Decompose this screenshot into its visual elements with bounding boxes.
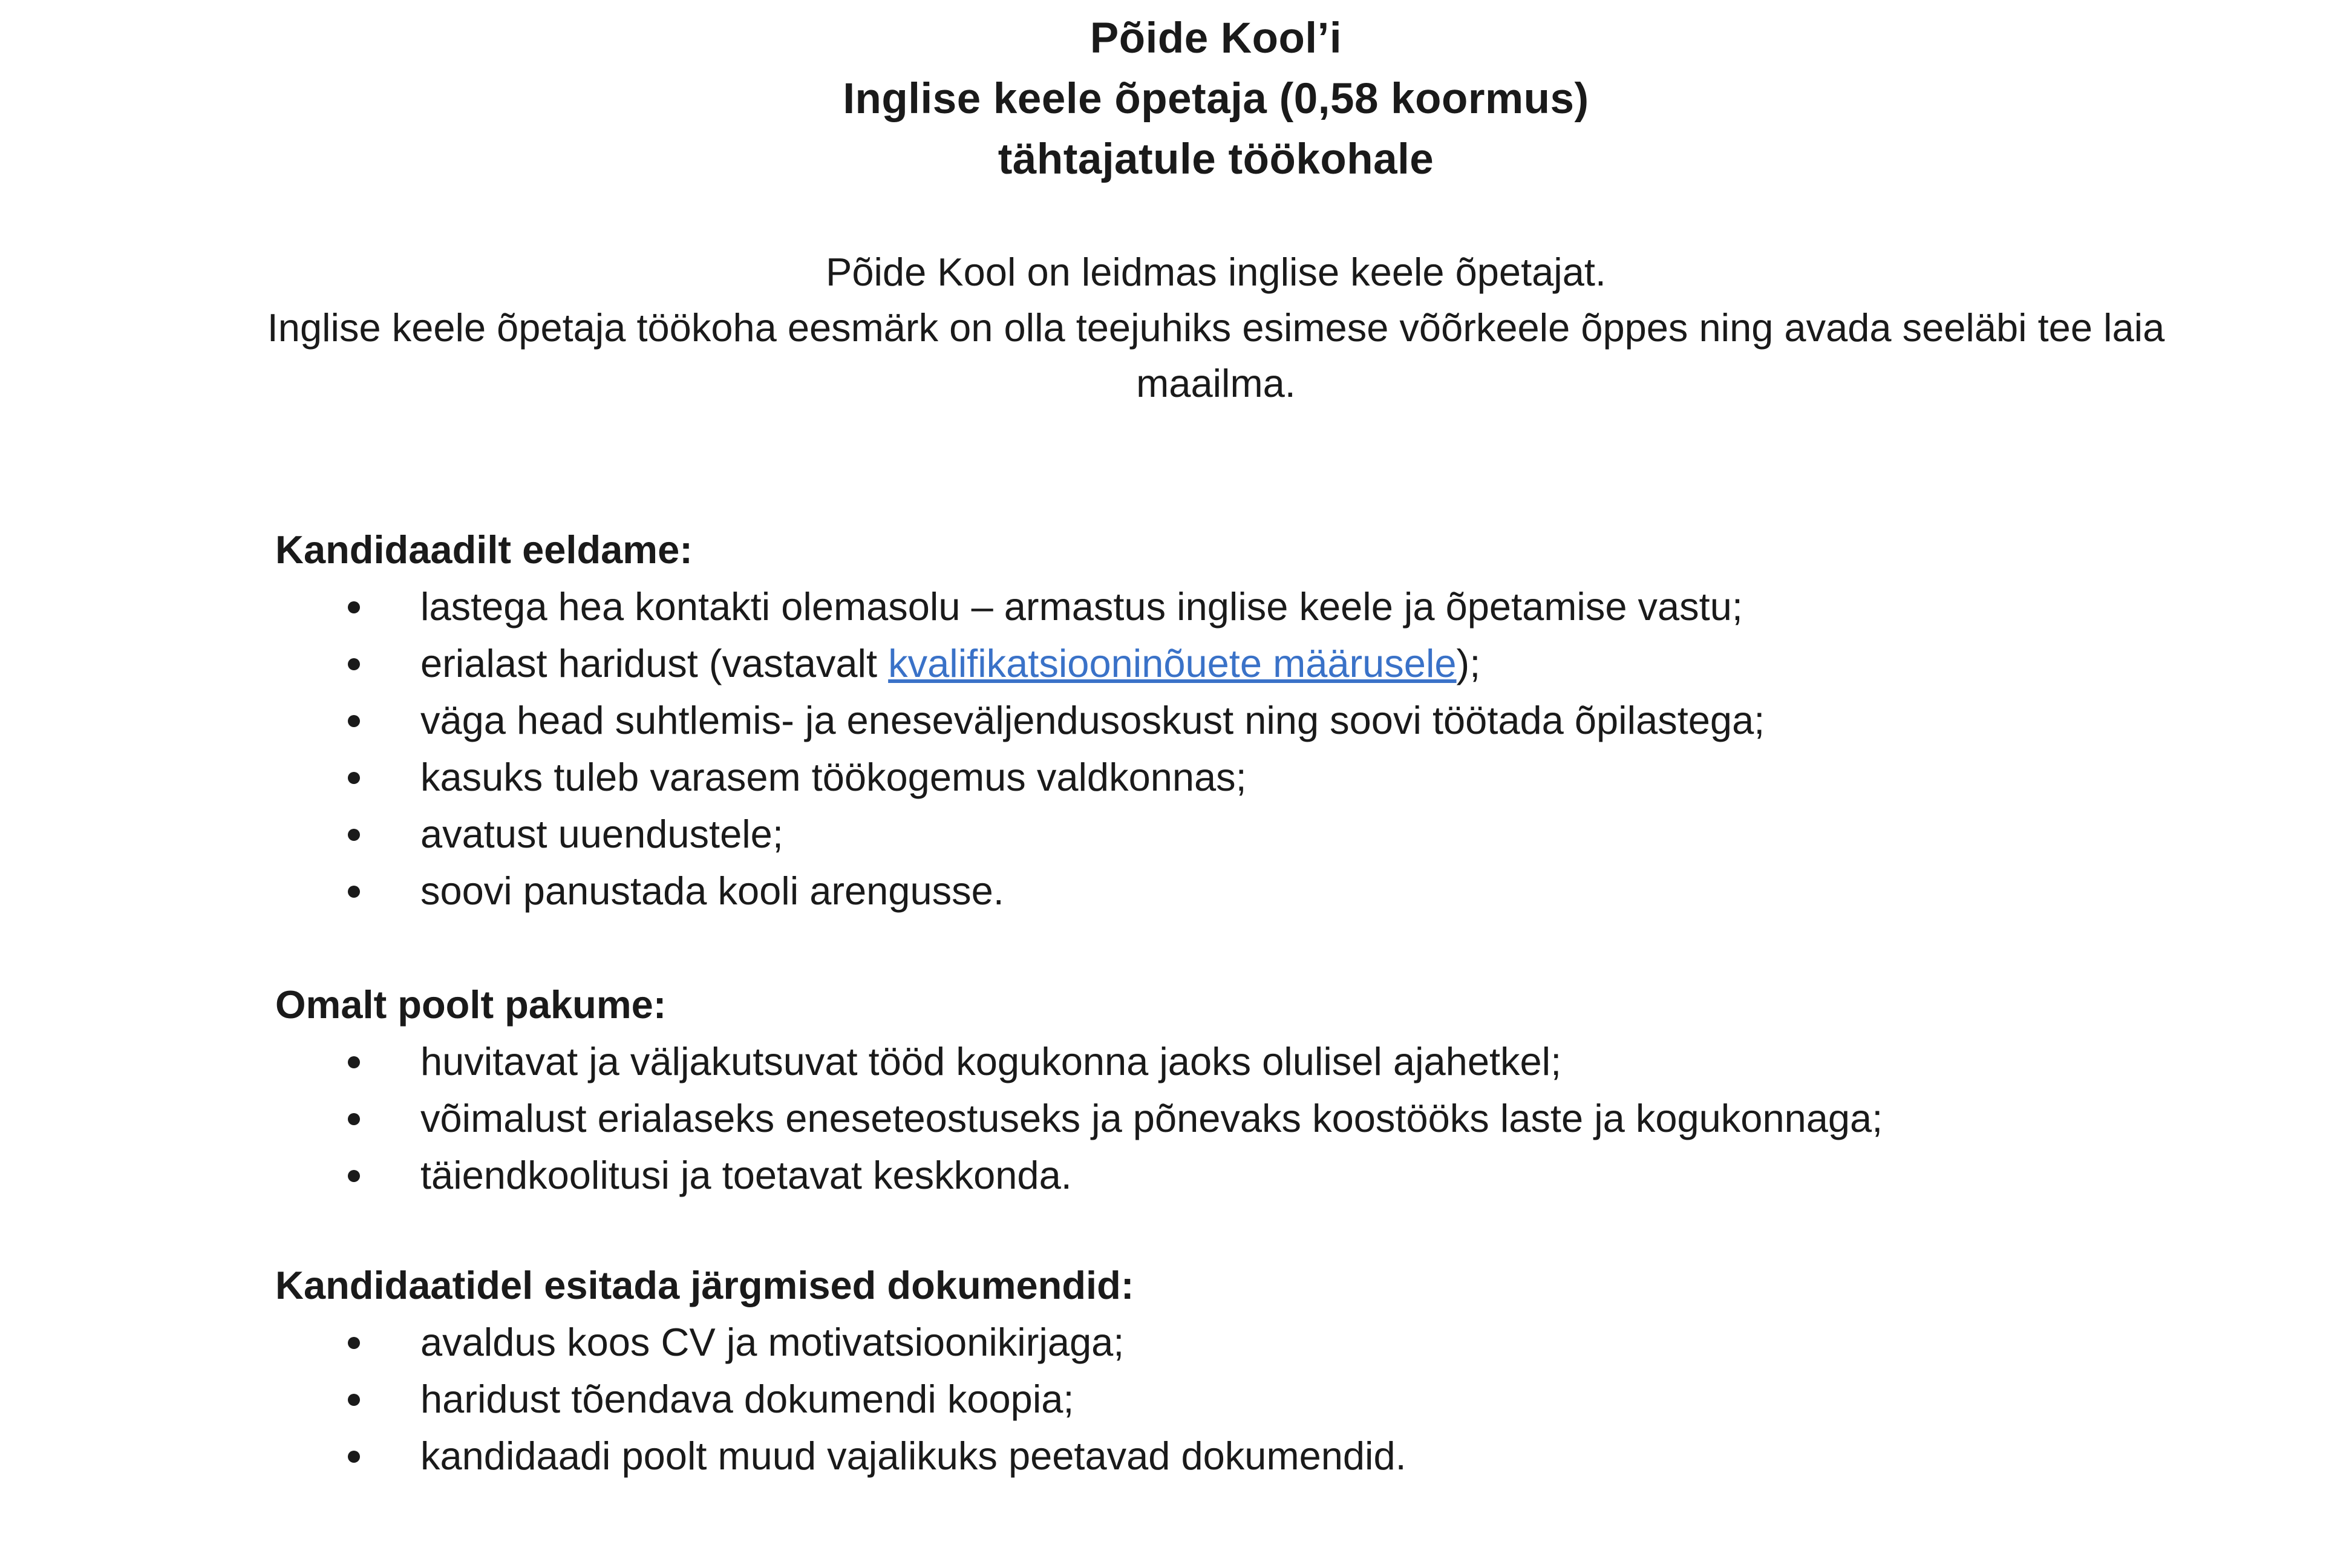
list-item-text: haridust tõendava dokumendi koopia;	[420, 1377, 1074, 1421]
section-requirements	[275, 521, 2090, 920]
list-item	[275, 1033, 2090, 1090]
list-item-text: täiendkoolitusi ja toetavat keskkonda.	[420, 1153, 1072, 1197]
list-item	[275, 635, 2090, 692]
list-item	[275, 1147, 2090, 1204]
list-item-text-before: erialast haridust (vastavalt	[420, 641, 889, 685]
list-item-text: huvitavat ja väljakutsuvat tööd kogukonna jaoks olulisel ajahetkel;	[420, 1039, 1562, 1083]
document-header	[0, 8, 2352, 190]
bullet-icon	[348, 772, 360, 784]
school-name-heading: Põide Kool’i	[1089, 15, 1342, 62]
list-item	[275, 1090, 2090, 1147]
bullet-icon	[348, 1394, 360, 1406]
bullet-icon	[348, 1170, 360, 1182]
intro-paragraph	[0, 244, 2352, 411]
bullet-icon	[348, 1056, 360, 1068]
list-item	[275, 1371, 2090, 1428]
intro-line-1: Põide Kool on leidmas inglise keele õpetajat.	[825, 250, 1606, 294]
list-item-text: kasuks tuleb varasem töökogemus valdkonnas;	[420, 755, 1247, 799]
section-title: Omalt poolt pakume:	[275, 982, 667, 1027]
offer-list	[275, 1033, 2090, 1204]
list-item	[275, 692, 2090, 749]
bullet-icon	[348, 715, 360, 727]
section-offer	[275, 976, 2090, 1204]
list-item-text: avatust uuendustele;	[420, 812, 783, 856]
bullet-icon	[348, 829, 360, 841]
section-title: Kandidaatidel esitada järgmised dokumendid:	[275, 1263, 1134, 1307]
requirements-list	[275, 578, 2090, 920]
list-item-text: väga head suhtlemis- ja eneseväljendusoskust ning soovi töötada õpilastega;	[420, 698, 1765, 742]
list-item	[275, 578, 2090, 635]
list-item-text: võimalust erialaseks eneseteostuseks ja põnevaks koostööks laste ja kogukonnaga;	[420, 1096, 1883, 1140]
list-item-text: kandidaadi poolt muud vajalikuks peetavad dokumendid.	[420, 1434, 1406, 1478]
section-documents	[275, 1257, 2090, 1485]
list-item-text-after: );	[1456, 641, 1481, 685]
list-item	[275, 1314, 2090, 1371]
list-item	[275, 863, 2090, 920]
bullet-icon	[348, 601, 360, 613]
list-item	[275, 749, 2090, 806]
list-item-text: soovi panustada kooli arengusse.	[420, 869, 1004, 913]
bullet-icon	[348, 886, 360, 898]
bullet-icon	[348, 658, 360, 670]
list-item	[275, 806, 2090, 863]
section-title: Kandidaadilt eeldame:	[275, 528, 693, 572]
intro-line-2: Inglise keele õpetaja töökoha eesmärk on olla teejuhiks esimese võõrkeele õppes ning avada seeläbi tee laia maailma.	[267, 305, 2165, 405]
contract-type-heading: tähtajatule töökohale	[998, 136, 1434, 183]
list-item-text: avaldus koos CV ja motivatsioonikirjaga;	[420, 1320, 1125, 1364]
bullet-icon	[348, 1113, 360, 1125]
qualification-regulation-link[interactable]: kvalifikatsiooninõuete määrusele	[888, 641, 1457, 685]
documents-list	[275, 1314, 2090, 1485]
list-item	[275, 1428, 2090, 1485]
position-title-heading: Inglise keele õpetaja (0,58 koormus)	[843, 75, 1589, 123]
bullet-icon	[348, 1337, 360, 1349]
bullet-icon	[348, 1451, 360, 1463]
list-item-text: lastega hea kontakti olemasolu – armastus inglise keele ja õpetamise vastu;	[420, 584, 1743, 629]
